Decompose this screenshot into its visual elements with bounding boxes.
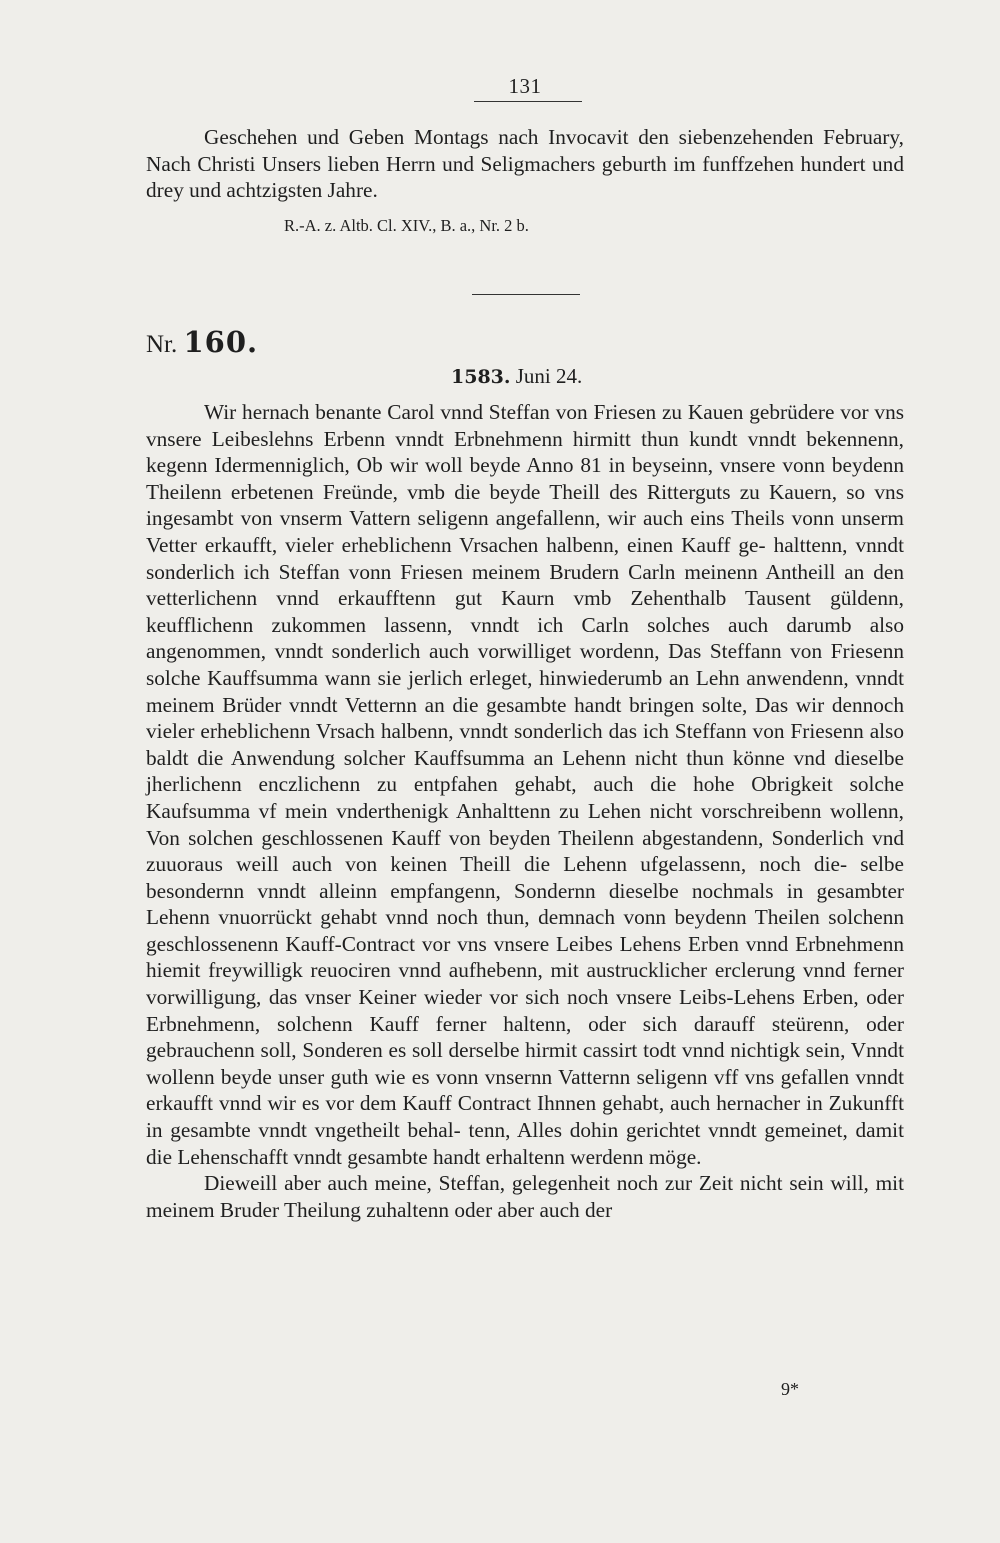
text-line: ich Carln solches auch darumb also angenommen, vnndt sonderlich auch [146, 612, 904, 664]
closing-line: im funffzehen hundert und drey und achtzigsten Jahre. [146, 151, 904, 203]
closing-line: Geschehen und Geben Montags nach Invocavit den siebenzehenden [204, 125, 814, 149]
text-line: halttenn, vnndt sonderlich ich Steffan vonn Friesen meinem Brudern [146, 532, 904, 584]
text-line: beydenn Theilen solchenn geschlossenenn Kauff-Contract vor vns vnsere [146, 905, 904, 956]
document-day: Juni 24. [515, 364, 583, 388]
signature-mark: 9* [781, 1379, 799, 1399]
text-line: wann sie jerlich erleget, hinwiederumb an Lehn anwendenn, vnndt meinem [146, 665, 905, 717]
text-line: Dieweill aber auch meine, Steffan, gelegenheit noch zur Zeit nicht [204, 1171, 783, 1196]
document-year: 1583. [451, 366, 511, 388]
text-line: Anno 81 in beyseinn, vnsere vonn beydenn Theilenn erbetenen Freünde, [146, 453, 905, 504]
text-line: thun kundt vnndt bekennenn, kegenn Idermenniglich, Ob wir woll beyde [146, 426, 904, 478]
text-line: in gesambter Lehenn vnuorrückt gehabt vnnd noch thun, demnach vonn [146, 878, 904, 930]
text-line: vmb die beyde Theill des Ritterguts zu Kauern, so vns ingesambt von [146, 479, 904, 531]
text-line: solchenn Kauff ferner haltenn, oder sich darauff steürenn, oder gebrauchenn [146, 1011, 904, 1063]
text-line: aufhebenn, mit austrucklicher erclerung vnnd ferner vorwilligung, das vnser [146, 958, 905, 1010]
text-line: vmb Zehenthalb Tausent güldenn, keufflichenn zukommen lassenn, vnndt [146, 586, 905, 637]
text-line: Brüder vnndt Vetternn an die gesambte handt bringen solte, Das wir [222, 692, 825, 717]
source-reference: R.-A. z. Altb. Cl. XIV., B. a., Nr. 2 b. [284, 216, 529, 235]
text-line: Leibes Lehens Erben vnnd Erbnehmenn hiemit freywilligk reuociren vnnd [146, 931, 904, 983]
text-line: gehabt, auch hernacher in Zukunfft in gesambte vnndt vngetheilt behal- [146, 1091, 904, 1143]
document-number-prefix: Nr. [146, 331, 178, 358]
document-body [146, 399, 904, 1223]
document-number [146, 325, 258, 359]
text-line: an Lehenn nicht thun könne vnd dieselbe jherlichenn enczlichenn zu [146, 745, 905, 797]
text-line: tenn, Alles dohin gerichtet vnndt gemeinet, damit die Lehenschafft vnndt [146, 1118, 904, 1169]
text-line: gesambte handt erhaltenn werdenn möge. [347, 1144, 702, 1169]
page-number: 131 [508, 74, 542, 98]
text-line: vnderthenigk Anhalttenn zu Lehen nicht vorschreibenn wollenn, Von solchen [146, 798, 904, 850]
text-line: Vnndt wollenn beyde unser guth wie es vonn vnsernn Vatternn seligenn [146, 1038, 904, 1089]
text-line: Carln meinenn Antheill an den vetterlichenn vnnd erkaufftenn gut Kaurn [146, 559, 905, 611]
text-line: Wir hernach benante Carol vnnd Steffan von Friesen zu Kauen [204, 400, 744, 424]
text-line: geschlossenen Kauff von beyden Theilenn abgestandenn, Sonderlich vnd [261, 825, 904, 850]
text-line: gebrüdere vor vns vnsere Leibeslehns Erbenn vnndt Erbnehmenn hirmitt [146, 400, 904, 451]
closing-paragraph [146, 124, 904, 204]
body-paragraph-1 [146, 399, 904, 1170]
text-line: Steffann von Friesenn also baldt die Anwendung solcher Kauffsumma [146, 719, 904, 770]
closing-paragraph-text [146, 124, 904, 204]
section-rule [472, 294, 580, 295]
document-date [451, 364, 582, 389]
text-line: entpfahen gehabt, auch die hohe Obrigkeit solche Kaufsumma vf mein [146, 772, 904, 823]
closing-line: February, Nach Christi Unsers lieben Herrn und Seligmachers geburth [146, 125, 904, 176]
text-line: selbe besondernn vnndt alleinn empfangenn, Sondernn dieselbe nochmals [146, 852, 905, 903]
text-line: vnserm Vattern seligenn angefallenn, wir auch eins Theils vonn unserm [279, 506, 905, 531]
body-paragraph-2 [146, 1170, 904, 1223]
text-line: soll, Sonderen es soll derselbe hirmit cassirt todt vnnd nichtigk sein, [260, 1038, 846, 1063]
text-line: vorwilliget wordenn, Das Steffann von Friesenn solche Kauffsumma [146, 639, 905, 690]
text-line: vff vns gefallen vnndt erkaufft vnnd wir es vor dem Kauff Contract Ihnnen [146, 1064, 904, 1116]
text-line: sein will, mit meinem Bruder Theilung zuhaltenn oder aber auch der [146, 1171, 905, 1222]
text-line: dennoch vieler erheblichenn Vrsach halbenn, vnndt sonderlich das ich [146, 692, 904, 744]
header-rule [474, 101, 582, 102]
document-number-value: 160. [183, 325, 259, 359]
text-line: Keiner wieder vor sich noch vnsere Leibs-Lehens Erben, oder Erbnehmenn, [146, 985, 904, 1036]
text-line: zuuoraus weill auch von keinen Theill die Lehenn ufgelassenn, noch die- [146, 852, 848, 877]
text-line: Vetter erkaufft, vieler erheblichenn Vrsachen halbenn, einen Kauff ge- [146, 532, 766, 557]
